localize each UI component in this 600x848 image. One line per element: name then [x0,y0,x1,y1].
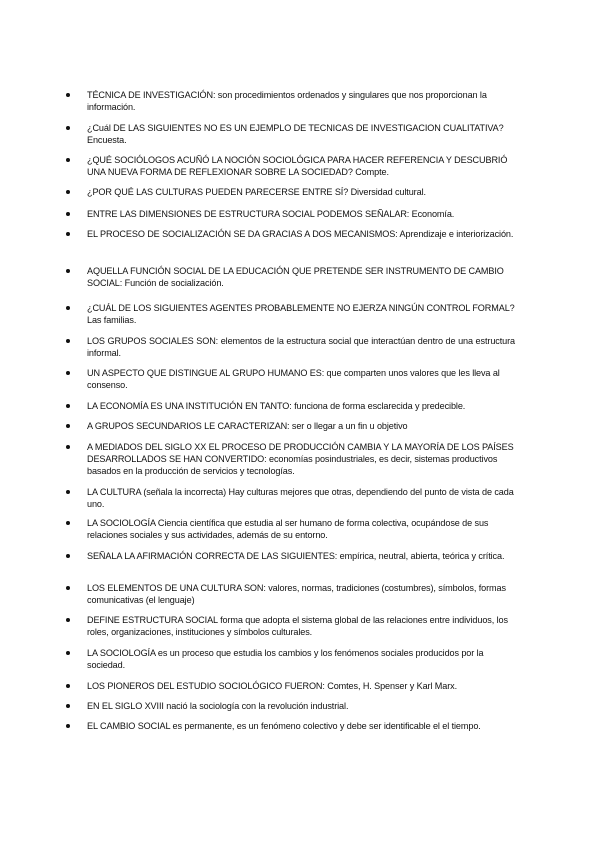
bullet-icon [66,424,70,428]
bullet-icon [66,618,70,622]
item-text: EN EL SIGLO XVIII nació la sociología con la revolución industrial. [87,701,349,711]
bullet-icon [66,232,70,236]
bullet-icon [66,212,70,216]
bullet-icon [66,521,70,525]
bullet-icon [66,704,70,708]
item-text: EL CAMBIO SOCIAL es permanente, es un fenómeno colectivo y debe ser identificable el el tiempo. [87,721,481,731]
item-text: DEFINE ESTRUCTURA SOCIAL forma que adopta el sistema global de las relaciones entre individuos, los roles, organizaciones, instituciones y símbolos culturales. [87,615,508,637]
bullet-icon [66,126,70,130]
item-text: A MEDIADOS DEL SIGLO XX EL PROCESO DE PRODUCCIÓN CAMBIA Y LA MAYORÍA DE LOS PAÍSES DESARROLLADOS SE HAN CONVERTIDO: economías posindustriales, es decir, sistemas productivos basados en la producción de servicios y tecnologías. [87,442,514,476]
bullet-icon [66,554,70,558]
item-text: TÉCNICA DE INVESTIGACIÓN: son procedimientos ordenados y singulares que nos proporcionan la información. [87,90,487,112]
bullet-icon [66,404,70,408]
bullet-icon [66,651,70,655]
bullet-icon [66,190,70,194]
bullet-icon [66,371,70,375]
item-text: LA SOCIOLOGÍA es un proceso que estudia los cambios y los fenómenos sociales producidos por la sociedad. [87,648,484,670]
bullet-icon [66,339,70,343]
bullet-icon [66,490,70,494]
bullet-icon [66,269,70,273]
bullet-icon [66,93,70,97]
item-text: UN ASPECTO QUE DISTINGUE AL GRUPO HUMANO ES: que comparten unos valores que les lleva al consenso. [87,368,500,390]
item-text: AQUELLA FUNCIÓN SOCIAL DE LA EDUCACIÓN QUE PRETENDE SER INSTRUMENTO DE CAMBIO SOCIAL: Función de socialización. [87,266,504,288]
item-text: LOS GRUPOS SOCIALES SON: elementos de la estructura social que interactúan dentro de una estructura informal. [87,336,515,358]
item-text: LA ECONOMÍA ES UNA INSTITUCIÓN EN TANTO: funciona de forma esclarecida y predecible. [87,401,466,411]
item-text: LA SOCIOLOGÍA Ciencia científica que estudia al ser humano de forma colectiva, ocupándose de sus relaciones sociales y sus actividades, además de su entorno. [87,518,489,540]
item-text: LA CULTURA (señala la incorrecta) Hay culturas mejores que otras, dependiendo del punto de vista de cada uno. [87,487,514,509]
item-text: ¿Cuál DE LAS SIGUIENTES NO ES UN EJEMPLO DE TECNICAS DE INVESTIGACION CUALITATIVA? Encuesta. [87,123,504,145]
item-text: ¿CUÁL DE LOS SIGUIENTES AGENTES PROBABLEMENTE NO EJERZA NINGÚN CONTROL FORMAL? Las familias. [87,303,515,325]
bullet-icon [66,158,70,162]
item-text: ¿POR QUÉ LAS CULTURAS PUEDEN PARECERSE ENTRE SÍ? Diversidad cultural. [87,187,426,197]
item-text: ENTRE LAS DIMENSIONES DE ESTRUCTURA SOCIAL PODEMOS SEÑALAR: Economía. [87,209,455,219]
item-text: ¿QUÉ SOCIÓLOGOS ACUÑÓ LA NOCIÓN SOCIOLÓGICA PARA HACER REFERENCIA Y DESCUBRIÓ UNA NUEVA FORMA DE REFLEXIONAR SOBRE LA SOCIEDAD? Compte. [87,155,508,177]
item-text: EL PROCESO DE SOCIALIZACIÓN SE DA GRACIAS A DOS MECANISMOS: Aprendizaje e interiorización. [87,229,514,239]
item-text: LOS PIONEROS DEL ESTUDIO SOCIOLÓGICO FUERON: Comtes, H. Spenser y Karl Marx. [87,681,458,691]
bullet-icon [66,445,70,449]
bullet-icon [66,724,70,728]
item-text: A GRUPOS SECUNDARIOS LE CARACTERIZAN: ser o llegar a un fin u objetivo [87,421,408,431]
bullet-icon [66,586,70,590]
item-text: LOS ELEMENTOS DE UNA CULTURA SON: valores, normas, tradiciones (costumbres), símbolos, formas comunicativas (el lenguaje) [87,583,506,605]
bullet-icon [66,306,70,310]
item-text: SEÑALA LA AFIRMACIÓN CORRECTA DE LAS SIGUIENTES: empírica, neutral, abierta, teórica y crítica. [87,551,505,561]
bullet-icon [66,684,70,688]
